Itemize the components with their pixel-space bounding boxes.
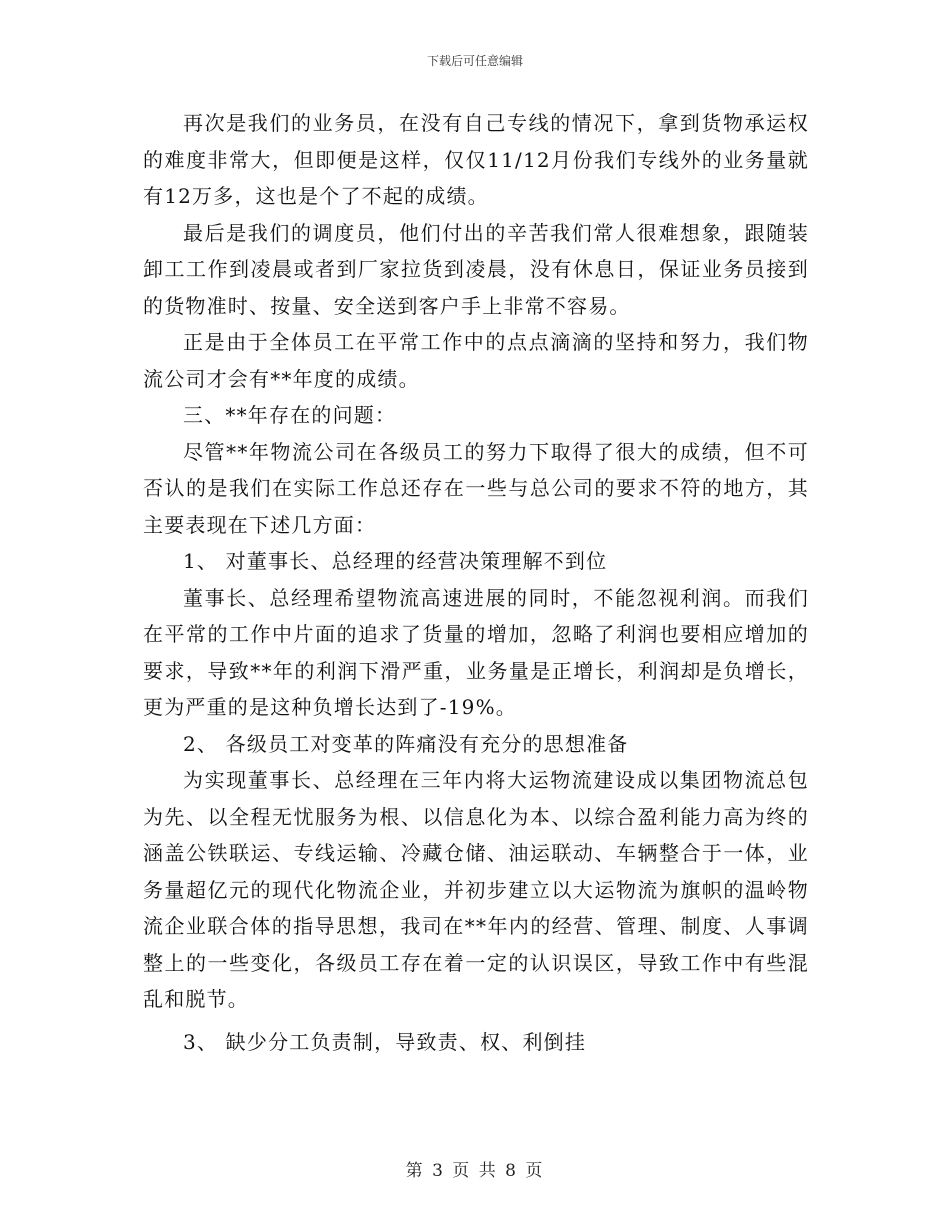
paragraph-salesmen: 再次是我们的业务员，在没有自己专线的情况下，拿到货物承运权的难度非常大，但即便是这样，仅仅11/12月份我们专线外的业务量就有12万多，这也是个了不起的成绩。: [143, 111, 809, 208]
paragraph-dispatchers: 最后是我们的调度员，他们付出的辛苦我们常人很难想象，跟随装卸工工作到凌晨或者到厂家拉货到凌晨，没有休息日，保证业务员接到的货物准时、按量、安全送到客户手上非常不容易。: [143, 220, 809, 318]
paragraph-reform: 为实现董事长、总经理在三年内将大运物流建设成以集团物流总包为先、以全程无忧服务为根、以信息化为本、以综合盈利能力高为终的涵盖公铁联运、专线运输、冷藏仓储、油运联动、车辆整合于一体，业务量超亿元的现代化物流企业，并初步建立以大运物流为旗帜的温岭物流企业联合体的指导思想，我司在**年内的经营、管理、制度、人事调整上的一些变化，各级员工存在着一定的认识误区，导致工作中有些混乱和脱节。: [143, 768, 809, 1011]
paragraph-all-staff: 正是由于全体员工在平常工作中的点点滴滴的坚持和努力，我们物流公司才会有**年度的成绩。: [143, 330, 809, 391]
page-header-note: 下载后可任意编辑: [426, 54, 523, 68]
list-item-heading-2: 2、 各级员工对变革的阵痛没有充分的思想准备: [183, 731, 629, 756]
section-heading-problems: 三、**年存在的问题：: [183, 403, 397, 427]
paragraph-profit-decline: 董事长、总经理希望物流高速进展的同时，不能忽视利润。而我们在平常的工作中片面的追求了货量的增加，忽略了利润也要相应增加的要求，导致**年的利润下滑严重，业务量是正增长，利润却是负增长，更为严重的是这种负增长达到了-19%。: [143, 585, 809, 719]
page-number-footer: 第 3 页 共 8 页: [405, 1161, 545, 1181]
list-item-heading-1: 1、 对董事长、总经理的经营决策理解不到位: [183, 549, 608, 573]
list-item-heading-3: 3、 缺少分工负责制，导致责、权、利倒挂: [183, 1029, 587, 1054]
document-body: [143, 105, 809, 1060]
paragraph-problems-intro: 尽管**年物流公司在各级员工的努力下取得了很大的成绩，但不可否认的是我们在实际工作总还存在一些与总公司的要求不符的地方，其主要表现在下述几方面：: [143, 439, 809, 537]
